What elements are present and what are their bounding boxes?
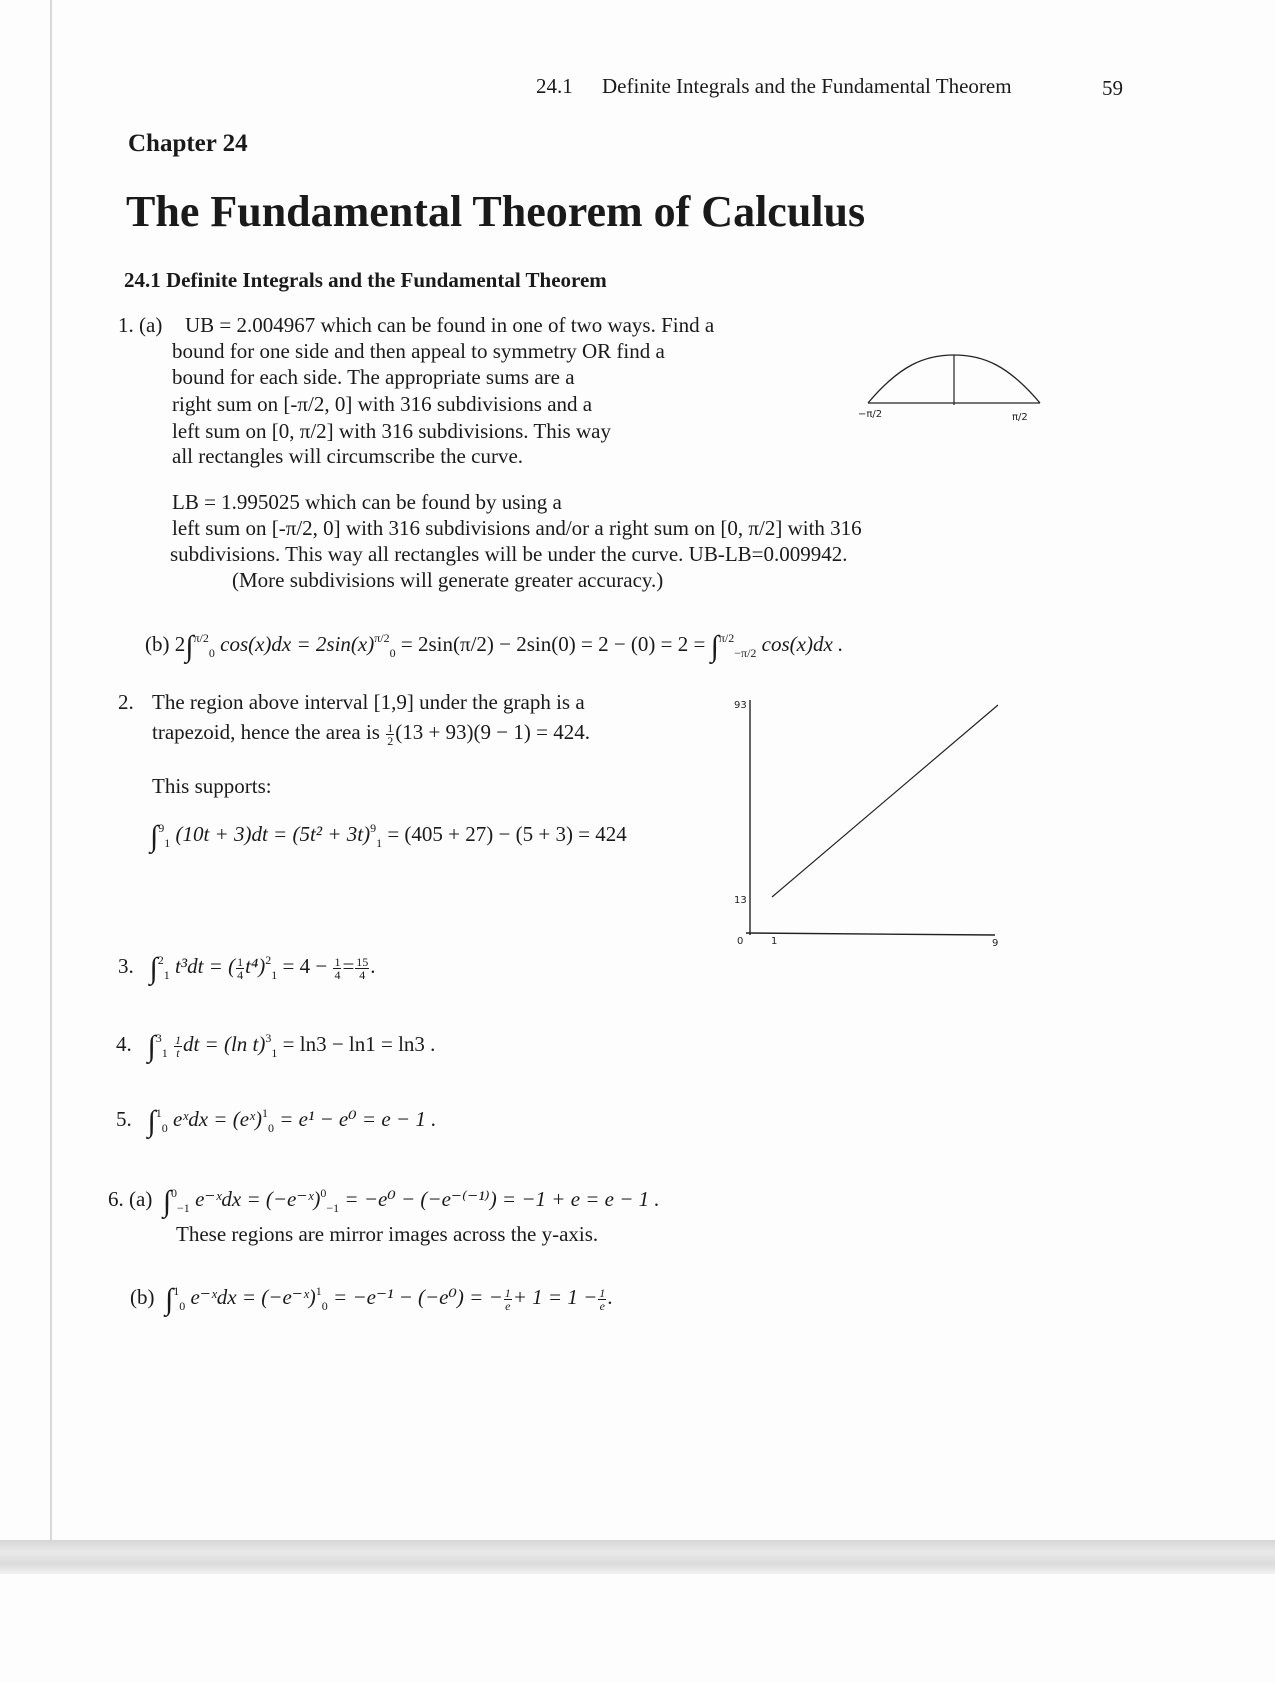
eval-lower: 1: [271, 968, 278, 982]
area-expression: (13 + 93)(9 − 1) = 424.: [395, 720, 590, 744]
header-title: Definite Integrals and the Fundamental Theorem: [602, 74, 1012, 98]
integral-sign: ∫: [147, 1030, 156, 1063]
graph2-y-bottom-label: 13: [734, 895, 747, 906]
evaluation: = ln3 − ln1 = ln3 .: [282, 1032, 436, 1056]
problem-1a-line: bound for each side. The appropriate sums are a: [172, 365, 575, 389]
problem-4-equation: [116, 1025, 436, 1063]
problem-2-text: trapezoid, hence the area is: [152, 720, 380, 744]
problem-3-label: 3.: [118, 954, 134, 978]
linear-sketch-graph: [740, 695, 1010, 950]
denominator: 4: [334, 967, 341, 982]
eval-lower: 0: [389, 646, 396, 660]
problem-1b-equation: [145, 625, 844, 663]
integrand: e⁻ˣdx = (−e⁻ˣ): [195, 1187, 321, 1211]
graph1-right-tick-label: π/2: [1012, 412, 1028, 423]
denominator: 4: [237, 967, 244, 982]
numerator: 15: [356, 954, 369, 969]
problem-1a-lb-line: subdivisions. This way all rectangles will be under the curve. UB-LB=0.009942.: [170, 542, 848, 566]
problem-1a-lb-line: (More subdivisions will generate greater accuracy.): [232, 568, 664, 592]
fraction: [598, 1287, 606, 1312]
problem-1a-line: UB = 2.004967 which can be found in one of two ways. Find a: [185, 313, 715, 337]
lower-limit: 1: [161, 1046, 168, 1060]
problem-1a-label: 1. (a): [118, 313, 163, 337]
fraction-half: [386, 722, 394, 747]
problem-1a-lb-line: LB = 1.995025 which can be found by using a: [172, 490, 562, 514]
upper-limit: 3: [155, 1031, 162, 1045]
eval-lower: 0: [267, 1121, 274, 1135]
problem-1a-line: right sum on [-π/2, 0] with 316 subdivisions and a: [172, 392, 593, 416]
integral-sign: ∫: [185, 630, 194, 663]
evaluation: = −e⁻¹ − (−e⁰) = −: [333, 1285, 503, 1309]
numerator: 1: [334, 954, 341, 969]
integral-sign: ∫: [162, 1185, 172, 1218]
fraction: [355, 956, 369, 981]
integrand: t³dt = (: [174, 954, 236, 978]
fraction: [236, 956, 244, 981]
scan-artifact-bar: [0, 1540, 1275, 1574]
problem-1b-label: (b): [145, 632, 170, 656]
integral-sign: ∫: [710, 630, 719, 663]
eval-upper: 3: [265, 1031, 272, 1045]
line-graph: [772, 705, 998, 897]
lower-limit: 0: [161, 1121, 168, 1135]
period: .: [370, 954, 376, 978]
evaluation: + 1 = 1 −: [512, 1285, 598, 1309]
problem-6b-equation: [130, 1278, 613, 1316]
denominator: 4: [359, 967, 366, 982]
integral-sign: ∫: [149, 952, 158, 985]
evaluation: = 4 −: [282, 954, 328, 978]
graph2-y-top-label: 93: [734, 700, 747, 711]
problem-2-line-area: [152, 720, 590, 747]
eval-upper: 1: [261, 1106, 268, 1120]
numerator: 1: [174, 1032, 181, 1047]
eval-upper: 0: [320, 1186, 327, 1200]
problem-5-label: 5.: [116, 1107, 132, 1131]
lower-limit: 0: [208, 646, 215, 660]
integrand: cos(x)dx .: [761, 632, 844, 656]
eval-upper: π/2: [374, 631, 390, 645]
problem-3-equation: [118, 947, 376, 985]
coefficient: 2: [174, 632, 186, 656]
section-heading: 24.1 Definite Integrals and the Fundamental Theorem: [124, 268, 607, 292]
fraction: [333, 956, 341, 981]
lower-limit: −π/2: [734, 646, 757, 660]
problem-2-line: The region above interval [1,9] under the graph is a: [152, 690, 585, 714]
chapter-title: The Fundamental Theorem of Calculus: [126, 187, 866, 236]
page-edge-shadow: [50, 0, 52, 1540]
evaluation: = −e⁰ − (−e⁻⁽⁻¹⁾) = −1 + e = e − 1 .: [344, 1187, 660, 1211]
integrand: cos(x)dx = 2sin(x): [220, 632, 375, 656]
lower-limit: −1: [177, 1201, 190, 1215]
header-section-number: 24.1: [536, 74, 573, 98]
page-number: 59: [1102, 76, 1123, 100]
problem-1a-lb-line: left sum on [-π/2, 0] with 316 subdivisions and/or a right sum on [0, π/2] with 316: [172, 516, 862, 540]
problem-1a-line: left sum on [0, π/2] with 316 subdivisions. This way: [172, 419, 611, 443]
problem-1a-line: all rectangles will circumscribe the curve.: [172, 444, 524, 468]
problem-6a-note: These regions are mirror images across the y-axis.: [176, 1222, 599, 1246]
integrand: eˣdx = (eˣ): [172, 1107, 262, 1131]
evaluation: = e¹ − e⁰ = e − 1 .: [279, 1107, 437, 1131]
fraction: [174, 1034, 182, 1059]
eval-lower: 1: [271, 1046, 278, 1060]
result: = (405 + 27) − (5 + 3) = 424: [387, 822, 627, 846]
evaluation: = 2sin(π/2) − 2sin(0) = 2 − (0) = 2 =: [400, 632, 706, 656]
lower-limit: 1: [164, 836, 171, 850]
problem-4-label: 4.: [116, 1032, 132, 1056]
integrand: (10t + 3)dt = (5t² + 3t): [175, 822, 371, 846]
eval-lower: 0: [321, 1299, 328, 1313]
integral-sign: ∫: [147, 1105, 156, 1138]
eval-lower: 1: [376, 836, 383, 850]
period: .: [607, 1285, 613, 1309]
numerator: 1: [237, 954, 244, 969]
denominator: t: [176, 1045, 180, 1060]
numerator: 1: [599, 1285, 606, 1300]
graph2-x-one-label: 1: [771, 936, 778, 947]
problem-2-integral: [150, 815, 627, 853]
chapter-label: Chapter 24: [128, 130, 248, 157]
integrand: dt = (ln t): [182, 1032, 266, 1056]
numerator: 1: [387, 720, 394, 735]
problem-5-equation: [116, 1100, 437, 1138]
antiderivative: t⁴): [245, 954, 266, 978]
denominator: e: [599, 1298, 605, 1313]
problem-6b-label: (b): [130, 1285, 155, 1309]
graph2-x-end-label: 9: [992, 938, 999, 949]
eval-lower: −1: [326, 1201, 340, 1215]
lower-limit: 1: [163, 968, 170, 982]
fraction: [504, 1287, 512, 1312]
problem-6a-equation: [108, 1180, 660, 1218]
upper-limit: 1: [155, 1106, 162, 1120]
eval-upper: 9: [370, 821, 377, 835]
integrand: e⁻ˣdx = (−e⁻ˣ): [190, 1285, 316, 1309]
upper-limit: 0: [171, 1186, 178, 1200]
upper-limit: 9: [158, 821, 165, 835]
upper-limit: 2: [157, 953, 164, 967]
lower-limit: 0: [179, 1299, 186, 1313]
problem-6a-label: 6. (a): [108, 1187, 153, 1211]
x-axis: [746, 933, 995, 935]
integral-sign: ∫: [150, 820, 159, 853]
problem-2-supports: This supports:: [152, 774, 272, 798]
upper-limit: π/2: [718, 631, 735, 645]
graph1-left-tick-label: −π/2: [858, 409, 883, 420]
equals: =: [342, 954, 355, 978]
problem-2-label: 2.: [118, 690, 134, 714]
denominator: e: [505, 1298, 511, 1313]
graph2-x-origin-label: 0: [737, 936, 744, 947]
problem-1a-line: bound for one side and then appeal to symmetry OR find a: [172, 339, 665, 363]
eval-upper: 2: [265, 953, 272, 967]
upper-limit: 1: [173, 1284, 180, 1298]
numerator: 1: [504, 1285, 511, 1300]
eval-upper: 1: [315, 1284, 322, 1298]
integral-sign: ∫: [165, 1283, 174, 1316]
upper-limit: π/2: [193, 631, 209, 645]
denominator: 2: [387, 733, 394, 748]
